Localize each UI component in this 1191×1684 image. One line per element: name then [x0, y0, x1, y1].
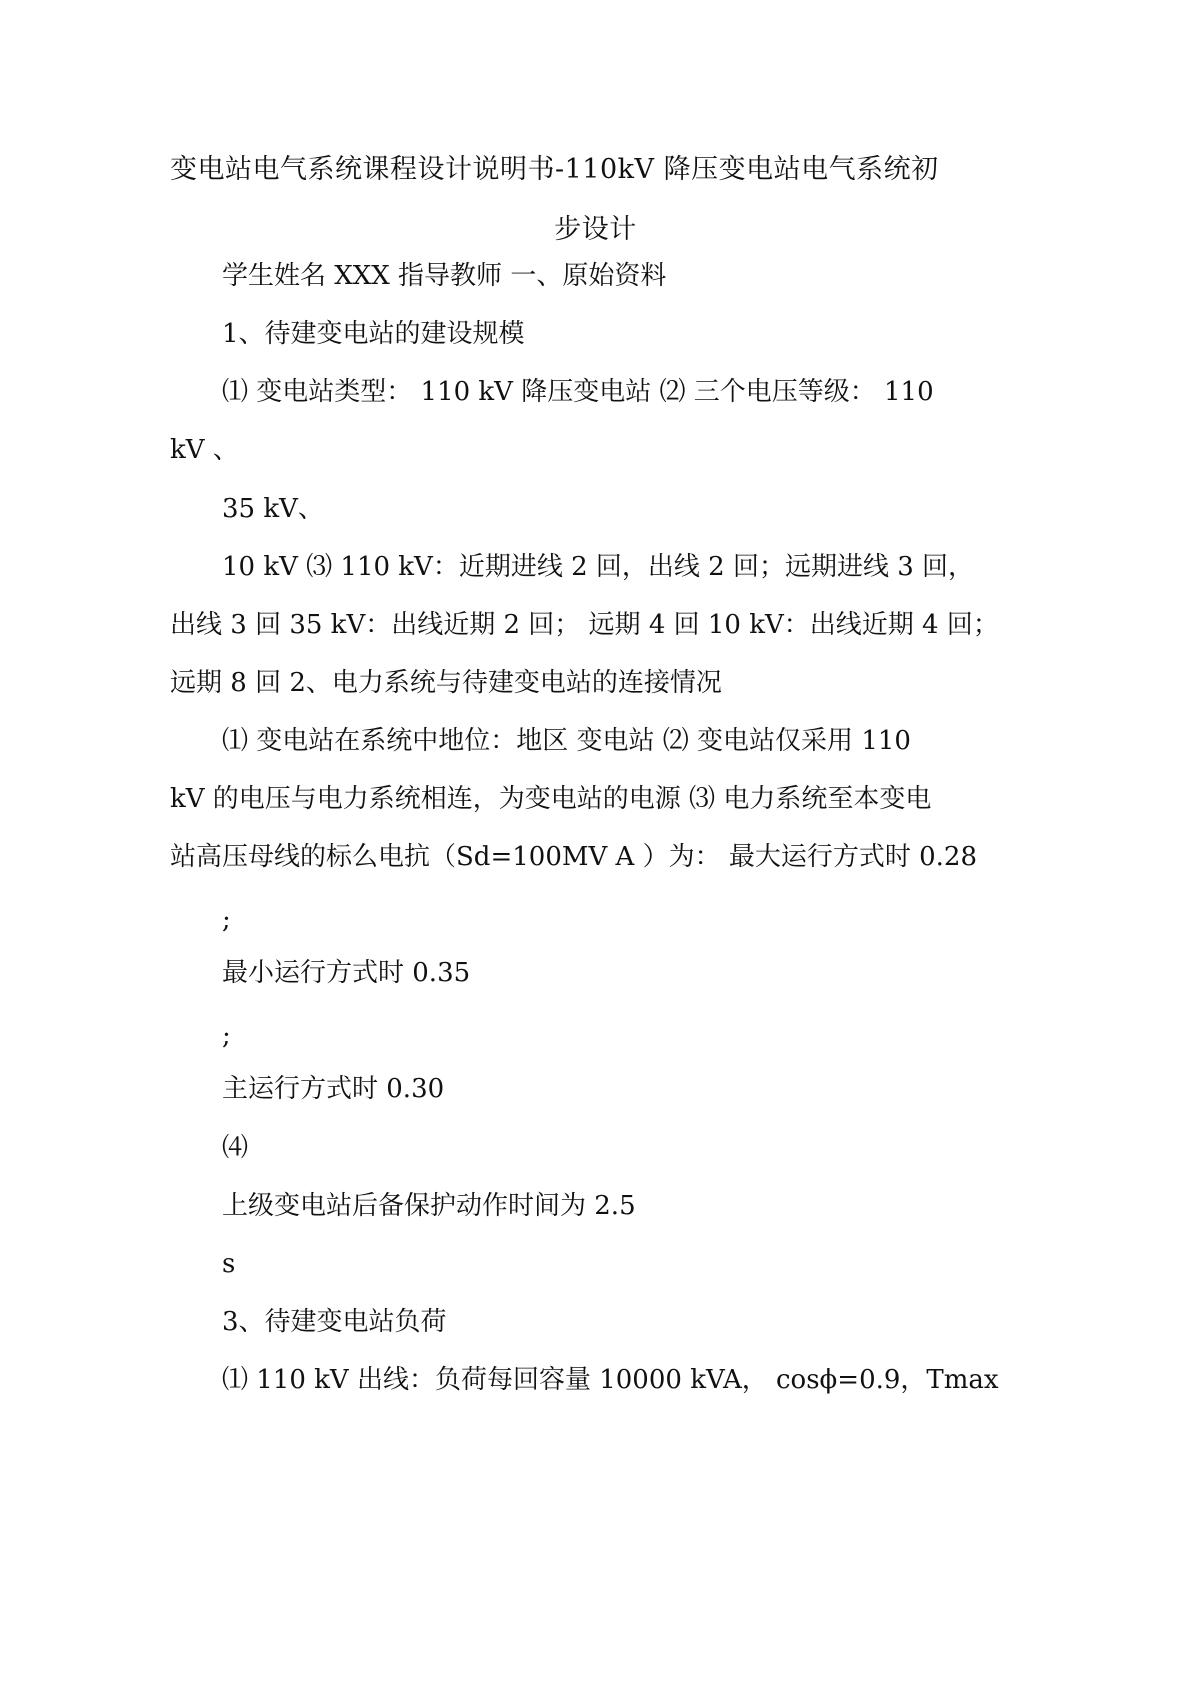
paragraph-line: 远期 8 回 2、电力系统与待建变电站的连接情况	[170, 668, 722, 698]
paragraph-line: ;	[222, 1021, 231, 1051]
paragraph-line: 上级变电站后备保护动作时间为 2.5	[222, 1191, 636, 1221]
paragraph-line: ;	[222, 905, 231, 935]
paragraph-line: kV 的电压与电力系统相连，为变电站的电源 ⑶ 电力系统至本变电	[170, 784, 932, 814]
paragraph-line: kV 、	[170, 435, 239, 465]
section-heading-scale: 1、待建变电站的建设规模	[222, 319, 525, 349]
student-teacher-line: 学生姓名 XXX 指导教师 一、原始资料	[222, 261, 667, 291]
paragraph-line: ⑴ 110 kV 出线：负荷每回容量 10000 kVA， cosϕ=0.9，Tmax	[222, 1365, 999, 1395]
paragraph-line: ⑷	[222, 1133, 249, 1163]
paragraph-line: 35 kV、	[222, 494, 324, 524]
document-title-line-2: 步设计	[554, 214, 637, 245]
paragraph-line: 主运行方式时 0.30	[222, 1074, 445, 1104]
paragraph-line: 10 kV ⑶ 110 kV：近期进线 2 回，出线 2 回；远期进线 3 回，	[222, 552, 975, 582]
section-heading-load: 3、待建变电站负荷	[222, 1307, 447, 1337]
paragraph-line: 最小运行方式时 0.35	[222, 958, 471, 988]
paragraph-line: 出线 3 回 35 kV：出线近期 2 回； 远期 4 回 10 kV：出线近期 4 回；	[170, 610, 999, 640]
paragraph-line: ⑴ 变电站类型： 110 kV 降压变电站 ⑵ 三个电压等级： 110	[222, 377, 934, 407]
paragraph-line: ⑴ 变电站在系统中地位：地区 变电站 ⑵ 变电站仅采用 110	[222, 726, 911, 756]
document-title-line-1: 变电站电气系统课程设计说明书-110kV 降压变电站电气系统初	[170, 154, 939, 185]
paragraph-line: s	[222, 1249, 236, 1279]
paragraph-line: 站高压母线的标么电抗（Sd=100MV A ）为： 最大运行方式时 0.28	[170, 842, 977, 872]
